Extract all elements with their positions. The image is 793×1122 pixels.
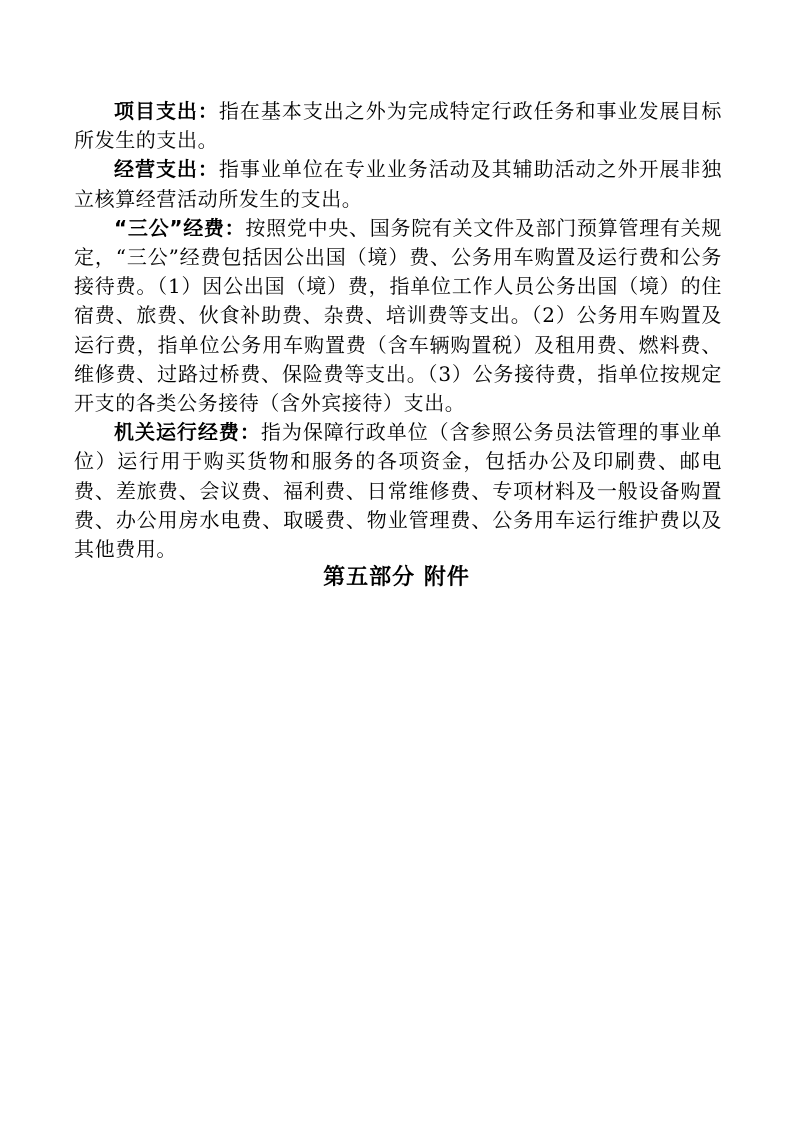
definition-text: 指事业单位在专业业务活动及其辅助活动之外开展非独立核算经营活动所发生的支出。: [74, 157, 723, 211]
definition-operating-expenditure: [74, 155, 722, 213]
definitions-content: [74, 97, 722, 564]
definition-text: 指在基本支出之外为完成特定行政任务和事业发展目标所发生的支出。: [74, 99, 723, 153]
definition-term: 经营支出：: [114, 157, 219, 182]
definition-three-public-expenses: [74, 214, 722, 418]
definition-text: 指为保障行政单位（含参照公务员法管理的事业单位）运行用于购买货物和服务的各项资金，包括办公及印刷费、邮电费、差旅费、会议费、福利费、日常维修费、专项材料及一般设备购置费、办公用房水电费、取暖费、物业管理费、公务用车运行维护费以及其他费用。: [74, 420, 723, 562]
definition-term: 项目支出：: [114, 99, 219, 123]
definition-term: “三公”经费：: [114, 215, 246, 240]
definition-agency-operating-expenses: [74, 418, 722, 564]
definition-project-expenditure: [74, 97, 722, 155]
definition-term: 机关运行经费：: [114, 420, 261, 445]
definition-text: 按照党中央、国务院有关文件及部门预算管理有关规定，“三公”经费包括因公出国（境）费、公务用车购置及运行费和公务接待费。（1）因公出国（境）费，指单位工作人员公务出国（境）的住宿费、旅费、伙食补助费、杂费、培训费等支出。（2）公务用车购置及运行费，指单位公务用车购置费（含车辆购置税）及租用费、燃料费、维修费、过路过桥费、保险费等支出。（3）公务接待费，指单位按规定开支的各类公务接待（含外宾接待）支出。: [74, 215, 722, 416]
section-title: 第五部分 附件: [323, 565, 470, 590]
